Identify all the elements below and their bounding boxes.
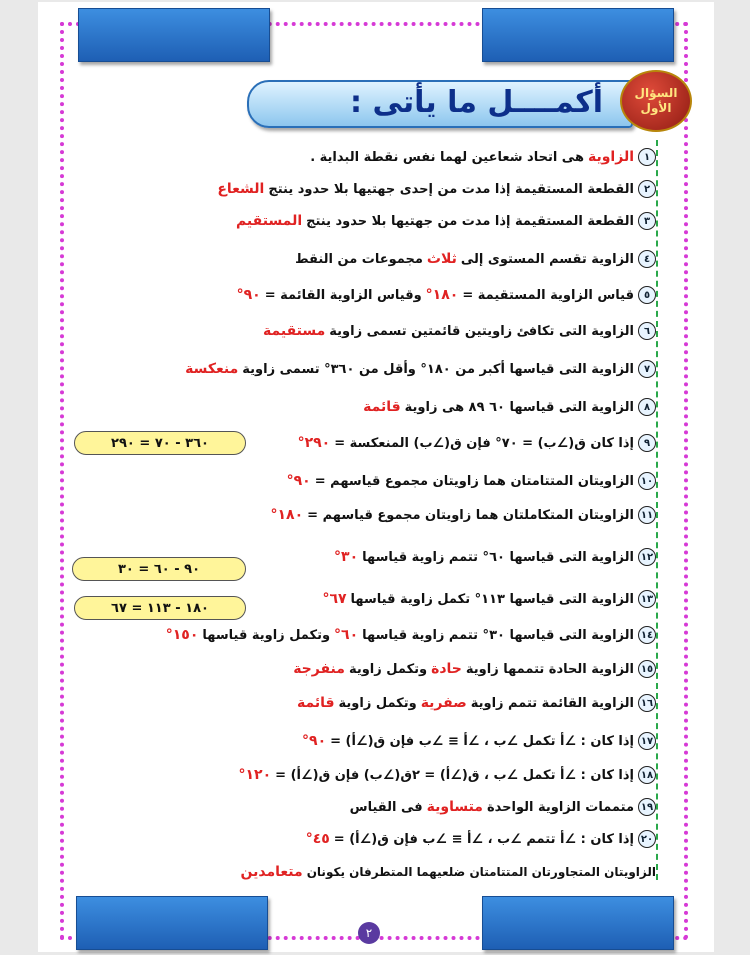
item-number: ١٧	[638, 732, 656, 750]
item-text: الزاوية التى قياسها ١١٣° تكمل زاوية قياسها	[350, 591, 634, 607]
item-answer: مستقيمة	[262, 323, 326, 339]
item-answer: حادة	[431, 661, 462, 677]
item-number: ٢٠	[638, 830, 656, 848]
list-item	[298, 434, 656, 452]
decor-bar-bottom-right	[482, 896, 674, 950]
list-item	[363, 398, 656, 416]
item-text: إذا كان ق(∠ب) = ٧٠° فإن ق(∠ب) المنعكسة =	[334, 435, 634, 451]
decor-bar-top-right	[482, 8, 674, 62]
list-item	[334, 548, 656, 566]
list-item	[306, 830, 656, 848]
item-text2: فى القياس	[349, 799, 423, 815]
item-number: ١٠	[638, 472, 656, 490]
item-text: الزاوية التى قياسها ٦٠ ٨٩ هى زاوية	[404, 399, 634, 415]
item-answer: متعامدين	[240, 864, 303, 880]
item-answer: ٦٧°	[322, 591, 347, 607]
list-item	[166, 626, 656, 644]
decor-bar-top-left	[78, 8, 270, 62]
item-text: إذا كان : ∠أ تكمل ∠ب ، ∠أ ≡ ∠ب فإن ق(∠أ) =	[330, 733, 634, 749]
question-badge	[620, 70, 692, 132]
list-item	[293, 660, 656, 678]
item-text2: مجموعات من النقط	[295, 251, 423, 267]
number-rail	[656, 140, 661, 880]
item-text: الزاويتان المتجاورتان المتتامتان ضلعيهما المتطرفان يكونان	[306, 865, 656, 879]
list-item	[295, 250, 656, 268]
item-text: قياس الزاوية المستقيمة =	[462, 287, 634, 303]
item-answer: صفرية	[420, 695, 467, 711]
list-item	[302, 732, 656, 750]
item-answer2: ٩٠°	[236, 287, 261, 303]
item-number: ١٨	[638, 766, 656, 784]
item-answer: ١٢٠°	[238, 767, 272, 783]
item-text: الزاوية التى قياسها ٦٠° تتمم زاوية قياسها	[362, 549, 634, 565]
item-number: ١٦	[638, 694, 656, 712]
list-item	[185, 360, 656, 378]
working-box: ٩٠ - ٦٠ = ٣٠	[72, 557, 246, 581]
item-answer: متساوية	[426, 799, 483, 815]
list-item	[241, 864, 656, 880]
item-text2: وقياس الزاوية القائمة =	[264, 287, 422, 303]
item-number: ١٣	[638, 590, 656, 608]
working-box: ٣٦٠ - ٧٠ = ٢٩٠	[74, 431, 246, 455]
item-answer: ٤٥°	[305, 831, 330, 847]
item-text2: وتكمل زاوية قياسها	[202, 627, 331, 643]
item-answer: ١٨٠°	[270, 507, 304, 523]
list-item	[271, 506, 656, 524]
page-title: أكمــــل ما يأتى :	[350, 85, 603, 120]
item-text: الزاوية الحادة تتممها زاوية	[465, 661, 634, 677]
list-item	[236, 212, 656, 230]
item-text2: وتكمل زاوية	[348, 661, 428, 677]
item-text: القطعة المستقيمة إذا مدت من جهتيها بلا حدود ينتج	[306, 213, 634, 229]
working-box: ١٨٠ - ١١٣ = ٦٧	[74, 596, 246, 620]
item-text: الزاوية تقسم المستوى إلى	[460, 251, 634, 267]
item-number: ١٥	[638, 660, 656, 678]
badge-line2: الأول	[640, 101, 672, 115]
item-text: الزاوية التى قياسها ٣٠° تتمم زاوية قياسها	[362, 627, 634, 643]
item-text: القطعة المستقيمة إذا مدت من إحدى جهتيها بلا حدود ينتج	[268, 181, 634, 197]
list-item	[239, 766, 656, 784]
item-answer: ٣٠°	[334, 549, 359, 565]
list-item	[350, 798, 656, 816]
item-number: ٤	[638, 250, 656, 268]
item-text: الزاويتان المتتامتان هما زاويتان مجموع قياسهم =	[314, 473, 634, 489]
list-item	[217, 180, 656, 198]
item-answer2: ١٥٠°	[165, 627, 199, 643]
item-number: ٦	[638, 322, 656, 340]
item-number: ٢	[638, 180, 656, 198]
list-item	[263, 322, 656, 340]
item-number: ٣	[638, 212, 656, 230]
item-number: ٥	[638, 286, 656, 304]
item-answer: ٩٠°	[302, 733, 327, 749]
item-answer: منعكسة	[185, 361, 239, 377]
item-text: الزاويتان المتكاملتان هما زاويتان مجموع قياسهم =	[307, 507, 634, 523]
item-number: ١١	[638, 506, 656, 524]
item-answer: الزاوية	[587, 149, 634, 165]
title-banner	[247, 80, 633, 128]
list-item	[237, 286, 656, 304]
item-answer2: منفرجة	[293, 661, 345, 677]
item-text: الزاوية القائمة تتمم زاوية	[470, 695, 634, 711]
item-answer: ثلاث	[426, 251, 457, 267]
badge-line1: السؤال	[634, 86, 678, 100]
item-text: إذا كان : ∠أ تكمل ∠ب ، ق(∠أ) = ٢ق(∠ب) فإن ق(∠أ) =	[275, 767, 634, 783]
item-number: ١٤	[638, 626, 656, 644]
item-answer: ١٨٠°	[425, 287, 459, 303]
item-number: ٨	[638, 398, 656, 416]
item-text: إذا كان : ∠أ تتمم ∠ب ، ∠أ ≡ ∠ب فإن ق(∠أ) =	[333, 831, 634, 847]
item-answer: ٦٠°	[334, 627, 359, 643]
page-number: ٢	[358, 922, 380, 944]
list-item	[297, 694, 656, 712]
list-item	[287, 472, 656, 490]
item-text: هى اتحاد شعاعين لهما نفس نقطة البداية .	[310, 149, 584, 165]
item-answer: ٢٩٠°	[297, 435, 331, 451]
item-number: ١	[638, 148, 656, 166]
item-answer: ٩٠°	[286, 473, 311, 489]
item-text: متممات الزاوية الواحدة	[486, 799, 634, 815]
list-item	[322, 590, 656, 608]
item-answer: الشعاع	[217, 181, 265, 197]
item-answer: المستقيم	[235, 213, 303, 229]
decor-bar-bottom-left	[76, 896, 268, 950]
item-number: ٩	[638, 434, 656, 452]
item-text: الزاوية التى قياسها أكبر من ١٨٠° وأقل من ٣٦٠° تسمى زاوية	[242, 361, 634, 377]
item-text2: وتكمل زاوية	[338, 695, 417, 711]
item-number: ١٩	[638, 798, 656, 816]
list-item	[310, 148, 656, 166]
item-text: الزاوية التى تكافئ زاويتين قائمتين تسمى زاوية	[329, 323, 634, 339]
item-answer: قائمة	[363, 399, 401, 415]
item-number: ٧	[638, 360, 656, 378]
item-number: ١٢	[638, 548, 656, 566]
item-answer2: قائمة	[296, 695, 335, 711]
